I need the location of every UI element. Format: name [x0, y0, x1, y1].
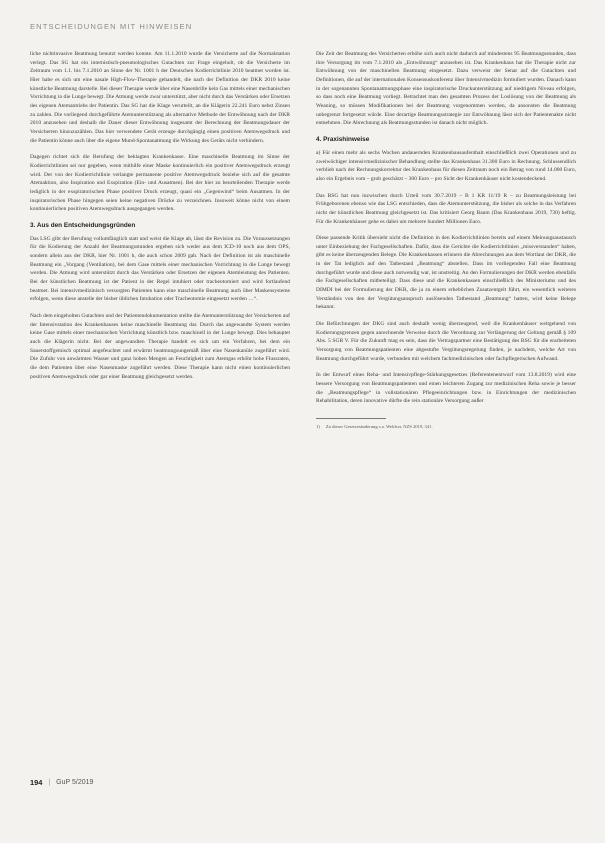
paragraph: a) Für einen mehr als sechs Wochen andauernden Krankenhausaufenthalt einschließlich zwei Operationen und zu zweiwöchiger intensivmedizinischer Behandlung stellte das Krankenhaus 31.300 Euro in Rechnung. Schlussendlich verblieb nach der Rechnungskorrektur des Krankenhaus für diesen Zeitraum noch ein Betrag von rund 14.000 Euro, also ein Ergebnis vom – grob geschätzt – 300 Euro – pro Sicht der Krankenhäuser nicht kostendeckend.: [316, 149, 576, 182]
footnote-divider: [316, 418, 386, 419]
paragraph: Diese passende Kritik übersieht nicht die Definition in den Kodierrichtlinien bereits auf einem Meinungsaustausch unter Einbeziehung der Fachgesellschaften. Dafür, dass die Gerichte die Kodierrichtlinien „missverstanden“ haben, gibt es keine überzeugenden Belege. Die Krankenkassen erinnern die Abrechnungen aus dem Wortlaut der DKR, die in der Tat lediglich auf den Tatbestand „Beatmung“ abstellen. Dass im vorliegenden Fall eine Beatmung durchgeführt wurde und diese auch notwendig war, ist unstreitig. An den Formulierungen der DKR werden ebenfalls die Fachgesellschaften mitbeteiligt. Dass diese und die Krankenkassen einschließlich des Ministeriums und des DIMDI bei der Formulierung der DKR, die ja zu einem erheblichen Zusatzentgelt führt, ein wesentlich weiteres Verständnis von den der Vergütungsanspruch auslösenden Tatbestand „Beatmung“ hatten, wird keine Belege bekannt.: [316, 235, 576, 311]
page-footer: [30, 778, 93, 787]
paragraph: Dagegen richtet sich die Berufung der beklagten Krankenkasse. Eine maschinelle Beatmung im Sinne der Kodierrichtlinien sei nur gegeben, wenn mithilfe einer Maske kontinuierlich ein positiver Atemwegsdruck erzeugt wird. Der von der Kodierrichtlinie verlangte permanente positive Atemwegsdruck beziehe sich auf die gesamte Atemaktion, also Inspiration und Exspiration (Ein- und Ausatmen). Bei der hier zu beurteilenden Therapie werde lediglich in der exspiratorischen Phase positiver Druck erzeugt, quasi ein „Gegenwind“ beim Ausatmen. In der inspiratorischen Phase hingegen seien keine negativen Drücke zu verzeichnen. Insoweit könne nicht von einem kontinuierlichen positiven Atemwegsdruck ausgegangen werden.: [30, 154, 290, 213]
footer-separator: |: [48, 779, 51, 786]
paragraph: Das LSG gibt der Berufung vollumfänglich statt und weist die Klage ab, lässt die Revision zu. Die Voraussetzungen für die Kodierung der Anzahl der Beatmungsstunden ergeben sich weder aus dem ICD-10 noch aus dem OPS, sondern allein aus der DKR, hier Nr. 1001 h, die auch schon 2009 gab. Nach der Definition ist als maschinelle Beatmung ein „Vorgang (Ventilation), bei dem Gase mittels einer mechanischen Vorrichtung in die Lunge bewegt werden. Die Atmung wird unterstützt durch das Verstärken oder Ersetzen der eigenen Atemleistung des Patienten. Bei der künstlichen Beatmung ist der Patient in der Regel intubiert oder tracheotomiert und wird fortlaufend beatmet. Bei intensivmedizinisch versorgten Patienten kann eine maschinelle Beatmung auch über Maskensysteme erfolgen, wenn diese anstelle der bisher üblichen Intubation oder Tracheotomie eingesetzt werden …“.: [30, 235, 290, 303]
footnote-number: 1): [316, 423, 320, 429]
running-header: ENTSCHEIDUNGEN MIT HINWEISEN: [30, 22, 193, 31]
page-number: 194: [30, 778, 43, 787]
section-heading: 4. Praxishinweise: [316, 135, 370, 143]
left-column: [30, 50, 290, 389]
section-heading: 3. Aus den Entscheidungsgründen: [30, 221, 136, 229]
footnote-text: Zu dieser Gesetzesänderung s.a. Welcker, NZS 2019, 341.: [325, 423, 433, 429]
paragraph: Die Befürchtungen der DKG sind auch deshalb wenig überzeugend, weil die Krankenhäuser weitgehend von Kodierungsgrenzen gegen anrechnende Verweise durch die Verordnung zur Verlängerung der Geltung gemäß § 109 Abs. 5 SGB V. Für die Zukunft mag es sein, dass die Vertragspartner eine Bestätigung des BSG für die erarbeiteten Versorgung von Beatmungspatienten eine abgestufte Vergütungsregelung finden, je nachdem, welche Art von Beatmung durchgeführt wurde, verbunden mit welchem fachmedizinischen oder fachpflegerischen Aufwand.: [316, 321, 576, 362]
footnote: [316, 423, 576, 430]
paragraph: Die Zeit der Beatmung des Versicherten erhöhe sich auch nicht dadurch auf mindestens 95 Beatmungsstunden, dass ihre Versorgung im vom 7.1.2010 als „Entwöhnung“ anzusehen ist. Das Krankenhaus hat die Therapie nicht zur Entwöhnung von der maschinellen Beatmung eingesetzt. Dazu verweist der Senat auf die Gutachten und Definitionen, die auf der internationalen Konsensuskonferenz über Intensivmedizin formuliert wurden. Danach kann in der sogenannten Spontanatmungsphase eine inspiratorische Druckunterstützung auf niedrigem Niveau erfolgen, so dass noch eine Beatmung vorliegt. Betrachtet man den gesamten Prozess der Loslösung von der Beatmung als Weaning, so müssen Modifikationen bei der Beatmung vorgenommen werden, da ansonsten die Beatmung unbegrenzt fortgesetzt würde. Eine derartige Beatmungsstrategie zur Entwöhnung lässt sich der Patientenakte nicht entnehmen. Die Abrechnung als Beatmungsstunden ist danach nicht möglich.: [316, 51, 576, 127]
paragraph: Nach dem eingeholten Gutachten und der Patientendokumentation stellte die Atemunterstützung der Versicherten auf der Intensivstation des Krankenhauses keine maschinelle Beatmung dar. Durch das angewandte System werden keine Gase mittels einer mechanischen Vorrichtung künstlich bzw. maschinell in der Lunge bewegt. Dies behauptet auch die Klägerin nicht. Bei der angewandten Therapie handelt es sich um ein Verfahren, bei dem ein Sauerstoffgemisch optimal angefeuchtet und erwärmt beatmungsungemäß über eine Nasenkanüle zugeführt wird. Die Zufuhr von anwärmten Wasser und ganz hohen Mengen an Feuchtigkeit zum Atemgas erhöht hohe Flussraten, die dem Patienten über eine Nasenmaske zugeführt werden. Diese Therapie kann nicht einen kontinuierlichen positiven Atemwegsdruck oder gar einer Beatmung gleichgesetzt werden.: [30, 313, 290, 380]
journal-issue: GuP 5/2019: [56, 779, 94, 786]
paragraph: liche nichtinvasive Beatmung benutzt werden konnte. Am 11.1.2010 wurde die Versicherte auf die Normalstation verlegt. Das SG hat ein internistisch-pneumologisches Gutachten zur Frage eingeholt, ob die Versicherte im Zeitraum vom 1.1. bis 7.1.2010 an Sinne der Nr. 1001 h der Deutschen Kodierrichtlinie 2010 beatmet worden ist. Hier habe es sich um eine nasale High-Flow-Therapie gehandelt, die nach der Definition der DKR 2010 keine künstliche Beatmung darstelle. Bei dieser Therapie werde über eine Nasenbrille kein Gas mittels einer mechanischen Vorrichtung in die Lunge bewegt. Die Atmung werde zwar unterstützt, aber nicht durch das Verstärken oder Ersetzen des eigenen Atemantriebs der Patientin. Das SG hat die Klage verurteilt, an die Klägerin 22.241 Euro nebst Zinsen zu zahlen. Die vorliegend durchgeführte Atemunterstützung als alternative Methode der Entwöhnung nach der DKR 2010 anzusehen und deshalb die Dauer dieser Entwöhnung insgesamt der Berechnung der Beatmungsdauer der Versicherten hinzuzuzählen. Das hier verwendete Gerät erzeuge durchgängig einen positiven Atemwegsdruck und die Patientin könne auch über die eigene Mund-Spontanatmung die Wirkung des Geräts nicht verhindern.: [30, 51, 290, 144]
right-column: [316, 50, 576, 430]
paragraph: Das BSG hat nun inzwischen durch Urteil vom 30.7.2019 – B 1 KR 11/19 R – zu Beatmungsleistung bei Frühgeborenen ebenso wie das LSG entschieden, dass die Atemunterstützung, die bisher als solche in das Verfahren nicht der künstlichen Beatmung gleichgesetzt ist. Das kritisiert Georg Baum (Das Krankenhaus 2019, 730) heftig. Für die Krankenhäuser gehe es dabei um mehrere hundert Millionen Euro.: [316, 192, 576, 225]
paragraph: In der Entwurf eines Reha- und Intensivpflege-Stärkungsgesetzes (Referentenentwurf vom 13.8.2019) wird eine bessere Versorgung von Beatmungspatienten und einen leichteren Zugang zur medizinischen Reha sowie je besser die „Beatmungspflege“ in vollstationären Pflegeeinrichtungen bzw. in Einrichtungen der medizinischen Rehabilitation, deren innovative dürfte die rein stationäre Versorgung außer: [316, 372, 576, 405]
